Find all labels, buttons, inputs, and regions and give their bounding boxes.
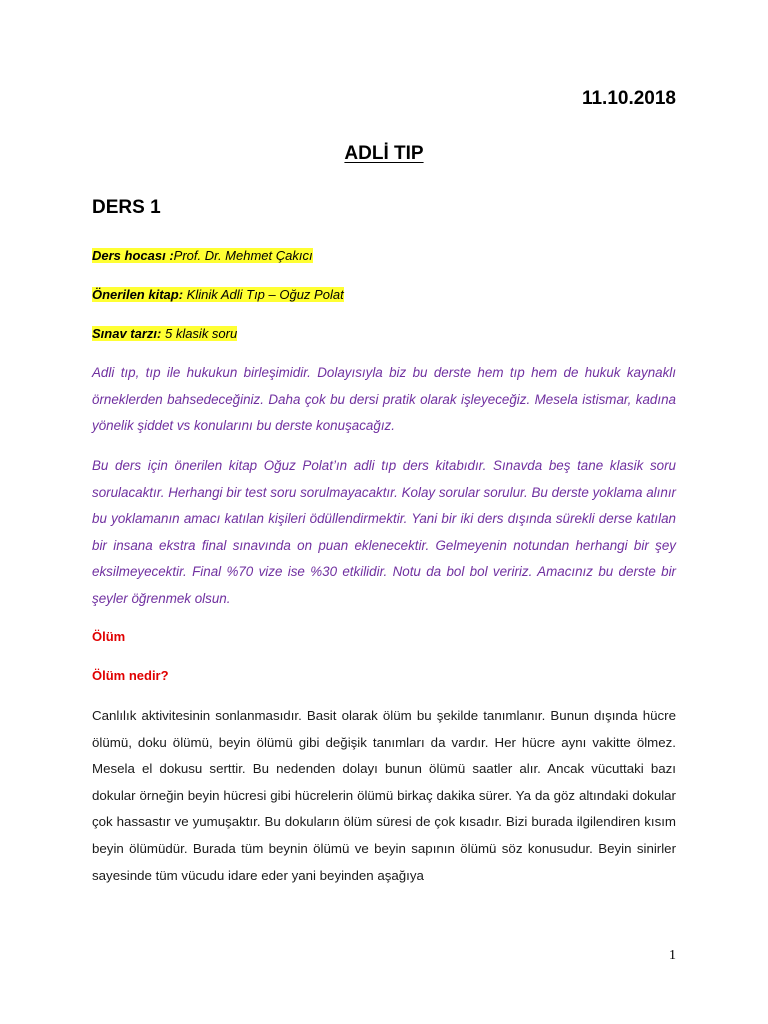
exam-line (92, 326, 237, 341)
intro-paragraph: Adli tıp, tıp ile hukukun birleşimidir. Dolayısıyla biz bu derste hem tıp hem de hukuk kaynaklı örneklerden bahsedeceğiniz. Daha çok bu dersi pratik olarak işleyeceğiz. Mesela istismar, kadına yönelik şiddet vs konularını bu derste konuşacağız. (92, 365, 676, 434)
document-title-text: ADLİ TIP (344, 143, 424, 164)
book-value: Klinik Adli Tıp – Oğuz Polat (183, 287, 344, 302)
instructor-label: Ders hocası : (92, 248, 174, 263)
exam-value: 5 klasik soru (161, 326, 238, 341)
page-number: 1 (669, 948, 676, 963)
book-label: Önerilen kitap: (92, 287, 184, 302)
death-definition-paragraph: Canlılık aktivitesinin sonlanmasıdır. Basit olarak ölüm bu şekilde tanımlanır. Bunun dışında hücre ölümü, doku ölümü, beyin ölümü gibi değişik tanımları da vardır. Her hücre aynı vakitte ölmez. Mesela el dokusu serttir. Bu nedenden dolayı bunun ölümü saatler alır. Ancak vücuttaki bazı dokular örneğin beyin hücresi gibi hücrelerin ölümü birkaç dakika sürer. Ya da göz altındaki dokular çok hassastır ve yumuşaktır. Bu dokuların ölüm süresi de çok kısadır. Bizi burada ilgilendiren kısım beyin ölümüdür. Burada tüm beynin ölümü ve beyin sapının ölümü söz konusudur. Beyin sinirler sayesinde tüm vücudu idare eder yani beyinden aşağıya (92, 708, 676, 883)
section-heading: Ölüm (92, 629, 126, 644)
instructor-value: Prof. Dr. Mehmet Çakıcı (173, 248, 313, 263)
book-highlight (92, 287, 344, 302)
instructor-line (92, 248, 313, 263)
exam-highlight (92, 326, 237, 341)
instructor-highlight (92, 248, 313, 263)
exam-label: Sınav tarzı: (92, 326, 162, 341)
section-subheading: Ölüm nedir? (92, 668, 169, 683)
document-title (0, 143, 768, 165)
course-info-paragraph: Bu ders için önerilen kitap Oğuz Polat’ın adli tıp ders kitabıdır. Sınavda beş tane klasik soru sorulacaktır. Herhangi bir test soru sorulmayacaktır. Kolay sorular sorulur. Bu derste yoklama alınır bu yoklamanın amacı katılan kişileri ödüllendirmektir. Yani bir iki ders dışında sürekli derse katılan bir insana ekstra final sınavında on puan eklenecektir. Gelmeyenin notundan herhangi bir şey eksilmeyecektir. Final %70 vize ise %30 etkilidir. Notu da bol bol veririz. Amacınız bu derste bir şeyler öğrenmek olsun. (92, 458, 676, 606)
book-line (92, 287, 344, 302)
lesson-heading: DERS 1 (92, 197, 161, 218)
document-date: 11.10.2018 (581, 88, 676, 109)
